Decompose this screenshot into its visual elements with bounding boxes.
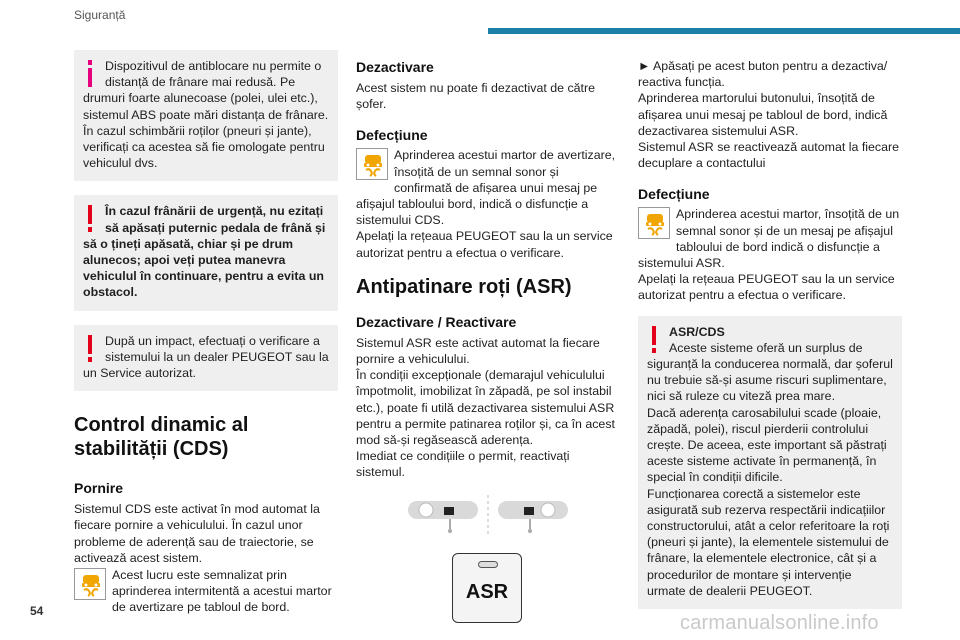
defectiune-asr-text-2: Apelați la rețeaua PEUGEOT sau la un service autorizat pentru a efectua o verificare. xyxy=(638,272,895,303)
warning-box-asr-cds xyxy=(638,316,902,609)
warning-asr-cds-text-1: Aceste sisteme oferă un surplus de siguranță la conducerea normală, dar șoferul nu trebuie să-și asume riscuri suplimentare, nici să ruleze cu viteză prea mare. xyxy=(647,340,893,404)
defectiune-asr-text: Aprinderea acestui martor, însoțită de un semnal sonor și de un mesaj pe afișajul tabloului de bord indică o disfuncție a sistemului ASR. xyxy=(638,207,900,271)
page-header-title: Siguranță xyxy=(74,8,126,22)
dezreact-text-2: În condiții excepționale (demarajul vehiculului împotmolit, imobilizat în zăpadă, pe sol instabil etc.), poate fi utilă dezactivarea sistemului ASR pentru a permite patinarea roților și, ca în acest mod să-și regăsească aderența. xyxy=(356,368,615,448)
subsection-title-defectiune-asr: Defecțiune xyxy=(638,186,710,203)
warning-asr-cds-text-2: Dacă aderența carosabilului scade (ploaie, zăpadă, polei), riscul pierderii controlului crește. De aceea, este important să păstrați aceste sisteme activate în permanență, în special în condiții dificile. xyxy=(647,405,887,485)
section-title-cds: Control dinamic al stabilității (CDS) xyxy=(74,414,249,461)
column-3 xyxy=(638,50,902,609)
skid-warning-lamp-icon xyxy=(638,207,670,239)
header-accent-bar xyxy=(488,28,960,34)
skid-warning-lamp-icon xyxy=(356,148,388,180)
asr-button-led xyxy=(478,561,498,568)
press-text-1: ► Apăsați pe acest buton pentru a dezactiva/ reactiva funcția. xyxy=(638,59,888,90)
section-title-asr: Antipatinare roți (ASR) xyxy=(356,275,572,298)
skid-warning-lamp-icon xyxy=(74,568,106,600)
column-1 xyxy=(74,50,338,616)
info-note-box xyxy=(74,50,338,181)
subsection-title-defectiune-cds: Defecțiune xyxy=(356,127,428,144)
defectiune-cds-text-2: Apelați la rețeaua PEUGEOT sau la un service autorizat pentru a efectua o verificare. xyxy=(356,229,613,260)
press-text-2: Aprinderea martorului butonului, însoțită de afișarea unui mesaj pe tabloul de bord, indică dezactivarea sistemului ASR. xyxy=(638,91,888,138)
info-note-text: Dispozitivul de antiblocare nu permite o distanță de frânare mai redusă. Pe drumuri foarte alunecoase (polei, ulei etc.), sistemul ABS poate mări distanța de frânare. În cazul schimbării roților (pneuri și jante), verificați ca acestea să fie omologate pentru vehiculul dvs. xyxy=(83,59,329,171)
warning-mark-icon xyxy=(83,334,99,364)
warning-text-emergency-braking: În cazul frânării de urgență, nu ezitați să apăsați puternic pedala de frână și să o țineți apăsată, chiar și pe drum alunecos; apoi veți putea manevra vehiculul în continuare, pentru a evita un obstacol. xyxy=(83,204,326,300)
subsection-title-dezactivare-reactivare: Dezactivare / Reactivare xyxy=(356,313,517,330)
warning-text-impact: După un impact, efectuați o verificare a sistemului la un dealer PEUGEOT sau la un Service autorizat. xyxy=(83,333,329,381)
press-text-3: Sistemul ASR se reactivează automat la fiecare decuplare a contactului xyxy=(638,140,900,171)
subsection-title-pornire: Pornire xyxy=(74,480,124,497)
asr-button-figure xyxy=(368,495,608,640)
dezreact-text-1: Sistemul ASR este activat automat la fiecare pornire a vehiculului. xyxy=(356,335,600,367)
warning-mark-icon xyxy=(83,204,99,234)
watermark: carmanualsonline.info xyxy=(680,612,879,634)
page-number: 54 xyxy=(30,604,44,618)
warning-asr-cds-text-3: Funcționarea corectă a sistemelor este asigurată sub rezerva respectării indicațiilor constructorului, atât a celor referitoare la roți (pneuri și jante), la elementele sistemului de frânare, la elementele electronice, cât și a procedurilor de montare și intervenție urmate de dealerii PEUGEOT. xyxy=(647,486,890,598)
dashboard-illustration xyxy=(368,495,608,547)
warning-asr-cds-title: ASR/CDS xyxy=(669,324,725,339)
warning-box-emergency-braking xyxy=(74,195,338,310)
asr-button[interactable] xyxy=(452,553,522,623)
subsection-title-dezactivare: Dezactivare xyxy=(356,59,434,75)
column-2 xyxy=(356,50,618,640)
info-mark-icon xyxy=(83,59,99,89)
defectiune-cds-text: Aprinderea acestui martor de avertizare, însoțită de un semnal sonor și confirmată de afișarea unui mesaj pe afișajul tabloului bord, indică o disfuncție a sistemului CDS. xyxy=(356,148,616,228)
dezactivare-text: Acest sistem nu poate fi dezactivat de către șofer. xyxy=(356,81,595,112)
asr-button-label: ASR xyxy=(465,580,509,603)
pornire-icon-text: Acest lucru este semnalizat prin aprinderea intermitentă a acestui martor de avertizare pe tabloul de bord. xyxy=(112,568,332,615)
pornire-text: Sistemul CDS este activat în mod automat la fiecare pornire a vehiculului. În cazul unor probleme de aderență sau de traiectorie, se activează acest sistem. xyxy=(74,502,320,565)
dezreact-text-3: Imediat ce condițiile o permit, reactivați sistemul. xyxy=(356,449,570,480)
warning-mark-icon xyxy=(647,325,663,355)
warning-box-impact xyxy=(74,325,338,392)
